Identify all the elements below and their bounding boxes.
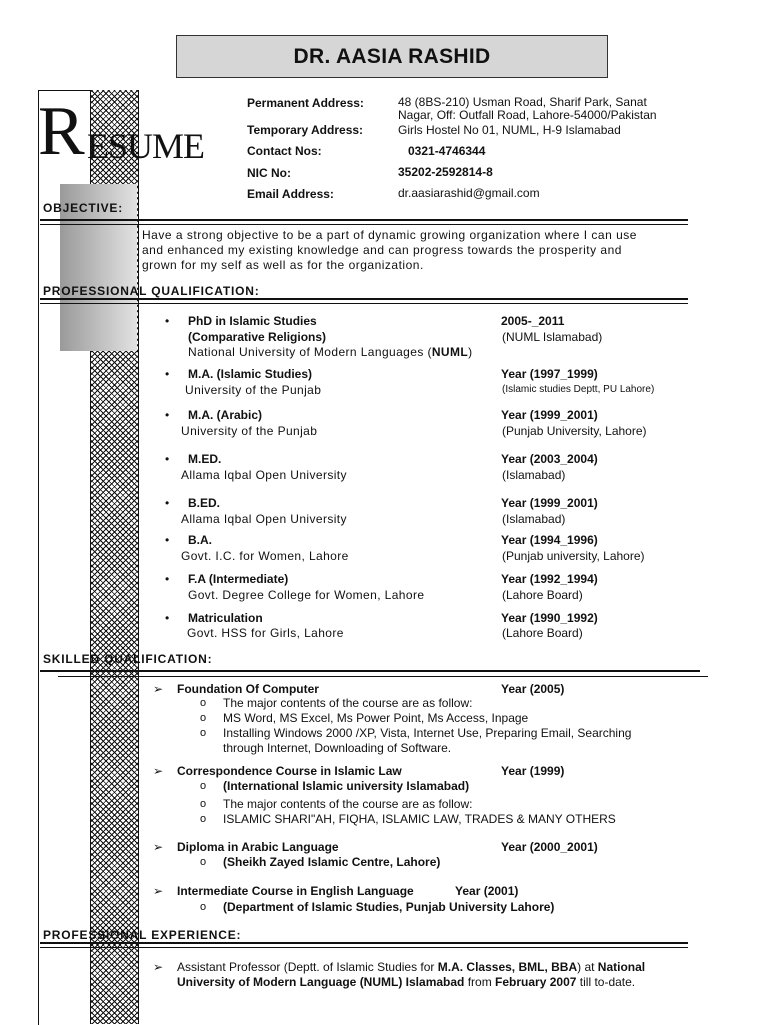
circle-bullet-icon: o <box>200 712 207 724</box>
objective-heading: OBJECTIVE: <box>43 201 124 215</box>
qualification-year: Year (1990_1992) <box>501 611 598 625</box>
qualification-institute: University of the Punjab <box>181 424 318 438</box>
experience-heading: PROFESSIONAL EXPERIENCE: <box>43 928 242 942</box>
bullet-icon: • <box>165 611 170 625</box>
qualification-title: M.A. (Arabic) <box>188 408 263 422</box>
qualification-title: F.A (Intermediate) <box>188 572 289 586</box>
bullet-icon: • <box>165 314 170 328</box>
circle-bullet-icon: o <box>200 727 207 739</box>
permanent-address-line1: 48 (8BS-210) Usman Road, Sharif Park, Sanat <box>398 95 647 109</box>
objective-line3: grown for my self as well as for the organization. <box>142 258 424 272</box>
qualification-place: (NUML Islamabad) <box>502 330 603 344</box>
qualification-institute: Govt. HSS for Girls, Lahore <box>187 626 344 640</box>
course-title: Foundation Of Computer <box>177 682 319 696</box>
objective-rule <box>40 219 688 221</box>
qualification-institute: Allama Iqbal Open University <box>181 468 347 482</box>
qualification-heading: PROFESSIONAL QUALIFICATION: <box>43 284 260 298</box>
experience-rule <box>40 942 688 944</box>
nic-value: 35202-2592814-8 <box>398 165 493 179</box>
qualification-year: Year (1997_1999) <box>501 367 598 381</box>
course-detail: (International Islamic university Islamabad) <box>223 779 470 793</box>
qualification-title: PhD in Islamic Studies <box>188 314 317 328</box>
resume-initial-letter: R <box>38 93 85 170</box>
email-label: Email Address: <box>247 187 334 201</box>
course-title: Correspondence Course in Islamic Law <box>177 764 402 778</box>
qualification-institute: Allama Iqbal Open University <box>181 512 347 526</box>
arrow-bullet-icon: ➢ <box>153 960 164 974</box>
experience-rule-2 <box>40 947 688 948</box>
qualification-year: Year (2003_2004) <box>501 452 598 466</box>
qualification-year: Year (1994_1996) <box>501 533 598 547</box>
course-detail: (Department of Islamic Studies, Punjab University Lahore) <box>223 900 555 914</box>
circle-bullet-icon: o <box>200 780 207 792</box>
course-detail: The major contents of the course are as follow: <box>223 797 473 811</box>
qualification-institute: Govt. I.C. for Women, Lahore <box>181 549 349 563</box>
arrow-bullet-icon: ➢ <box>153 682 164 696</box>
qualification-title: M.ED. <box>188 452 222 466</box>
experience-line2: University of Modern Language (NUML) Islamabad from February 2007 till to-date. <box>177 975 636 989</box>
qualification-title: B.A. <box>188 533 212 547</box>
objective-rule-2 <box>40 224 688 225</box>
resume-word-rest: ESUME <box>87 126 205 166</box>
course-year: Year (2005) <box>501 682 565 696</box>
qualification-institute: National University of Modern Languages (NUML) <box>188 345 473 359</box>
course-detail: ISLAMIC SHARI"AH, FIQHA, ISLAMIC LAW, TRADES & MANY OTHERS <box>223 812 616 826</box>
qualification-place: (Islamic studies Deptt, PU Lahore) <box>502 384 655 395</box>
temporary-address-value: Girls Hostel No 01, NUML, H-9 Islamabad <box>398 123 621 137</box>
course-year: Year (2001) <box>455 884 519 898</box>
qualification-place: (Lahore Board) <box>502 626 583 640</box>
candidate-name: DR. AASIA RASHID <box>293 44 491 68</box>
circle-bullet-icon: o <box>200 856 207 868</box>
qualification-title: M.A. (Islamic Studies) <box>188 367 313 381</box>
course-year: Year (2000_2001) <box>501 840 598 854</box>
qualification-year: 2005-_2011 <box>501 314 565 328</box>
qualification-year: Year (1992_1994) <box>501 572 598 586</box>
arrow-bullet-icon: ➢ <box>153 884 164 898</box>
qualification-place: (Punjab university, Lahore) <box>502 549 645 563</box>
skilled-heading: SKILLED QUALIFICATION: <box>43 652 213 666</box>
course-detail: (Sheikh Zayed Islamic Centre, Lahore) <box>223 855 441 869</box>
qualification-title: Matriculation <box>188 611 263 625</box>
qualification-rule <box>40 298 688 300</box>
course-title: Intermediate Course in English Language <box>177 884 414 898</box>
permanent-address-label: Permanent Address: <box>247 96 364 110</box>
course-title: Diploma in Arabic Language <box>177 840 339 854</box>
course-detail: The major contents of the course are as follow: <box>223 696 473 710</box>
circle-bullet-icon: o <box>200 901 207 913</box>
course-year: Year (1999) <box>501 764 565 778</box>
bullet-icon: • <box>165 496 170 510</box>
nic-label: NIC No: <box>247 166 291 180</box>
circle-bullet-icon: o <box>200 813 207 825</box>
arrow-bullet-icon: ➢ <box>153 764 164 778</box>
qualification-institute: Govt. Degree College for Women, Lahore <box>188 588 425 602</box>
email-value: dr.aasiarashid@gmail.com <box>398 186 540 200</box>
arrow-bullet-icon: ➢ <box>153 840 164 854</box>
course-detail: Installing Windows 2000 /XP, Vista, Internet Use, Preparing Email, Searching <box>223 726 632 740</box>
bullet-icon: • <box>165 572 170 586</box>
temporary-address-label: Temporary Address: <box>247 123 364 137</box>
name-banner <box>176 35 608 78</box>
permanent-address-line2: Nagar, Off: Outfall Road, Lahore-54000/Pakistan <box>398 108 657 122</box>
objective-line2: and enhanced my existing knowledge and can progress towards the prosperity and <box>142 243 622 257</box>
course-detail: MS Word, MS Excel, Ms Power Point, Ms Access, Inpage <box>223 711 529 725</box>
qualification-place: (Islamabad) <box>502 512 566 526</box>
experience-line1: Assistant Professor (Deptt. of Islamic Studies for M.A. Classes, BML, BBA) at National <box>177 960 646 974</box>
contact-label: Contact Nos: <box>247 144 322 158</box>
qualification-place: (Islamabad) <box>502 468 566 482</box>
qualification-institute: University of the Punjab <box>185 383 322 397</box>
skilled-rule-2 <box>58 676 708 677</box>
qualification-place: (Punjab University, Lahore) <box>502 424 647 438</box>
qualification-year: Year (1999_2001) <box>501 496 598 510</box>
qualification-title-2: (Comparative Religions) <box>188 330 327 344</box>
skilled-rule <box>40 670 700 672</box>
bullet-icon: • <box>165 408 170 422</box>
circle-bullet-icon: o <box>200 798 207 810</box>
bullet-icon: • <box>165 452 170 466</box>
objective-line1: Have a strong objective to be a part of dynamic growing organization where I can use <box>142 228 637 242</box>
qualification-year: Year (1999_2001) <box>501 408 598 422</box>
course-detail-cont: through Internet, Downloading of Software. <box>223 741 452 755</box>
qualification-place: (Lahore Board) <box>502 588 583 602</box>
qualification-rule-2 <box>40 303 688 304</box>
bullet-icon: • <box>165 367 170 381</box>
qualification-title: B.ED. <box>188 496 221 510</box>
bullet-icon: • <box>165 533 170 547</box>
contact-value: 0321-4746344 <box>408 144 486 158</box>
circle-bullet-icon: o <box>200 697 207 709</box>
